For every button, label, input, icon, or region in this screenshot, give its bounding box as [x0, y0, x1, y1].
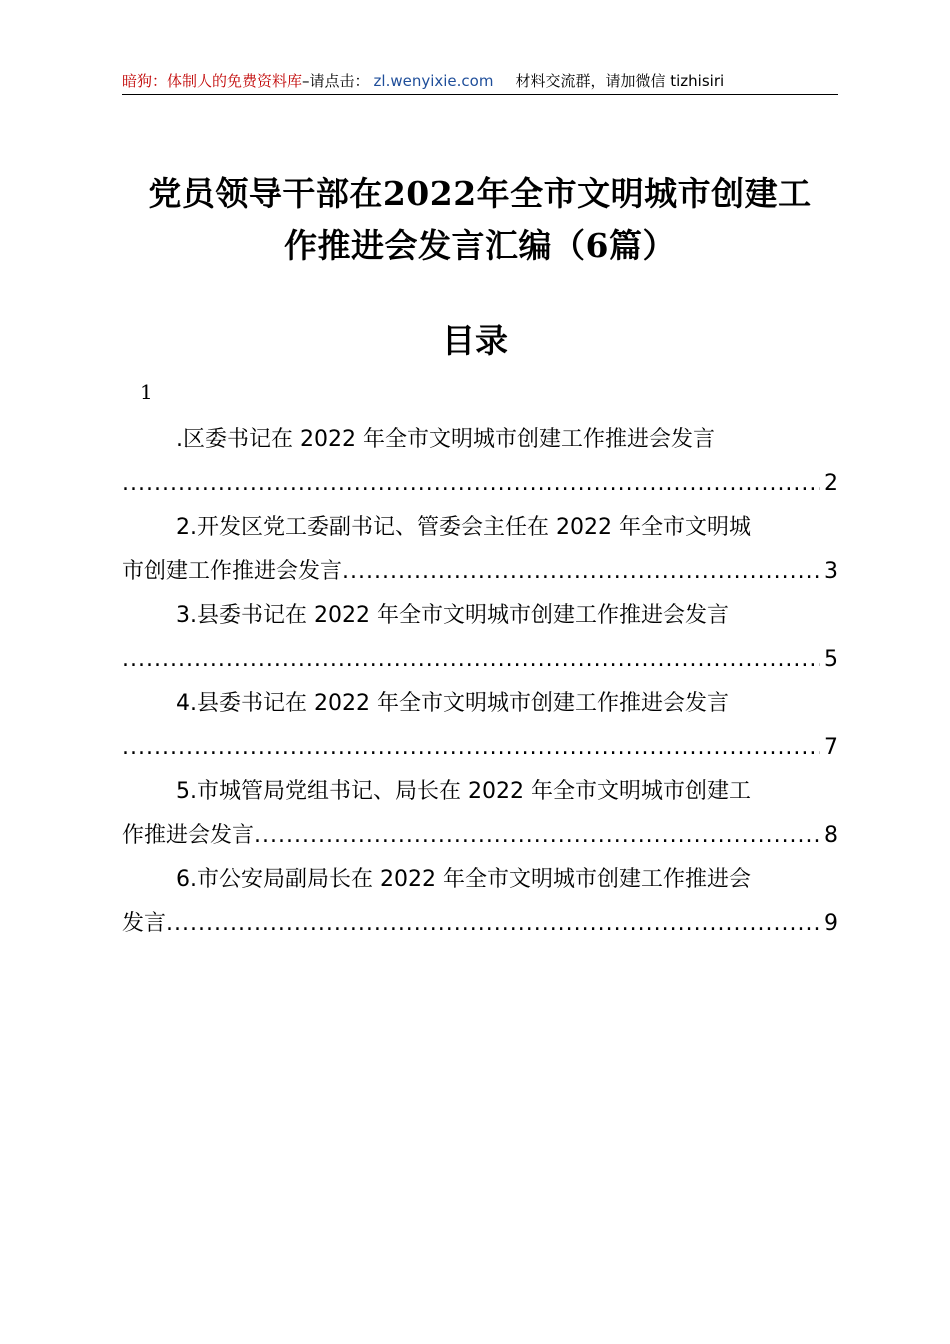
toc-heading: 目录 — [442, 321, 508, 360]
header-url-link[interactable]: zl.wenyixie.com — [373, 72, 494, 90]
page-header — [122, 70, 838, 95]
toc-entry-title-cont: 发言 — [122, 911, 167, 936]
stray-number: 1 — [140, 380, 153, 404]
toc-entry-title-cont: 市创建工作推进会发言 — [122, 559, 343, 584]
toc-entry-4[interactable] — [122, 682, 838, 770]
toc-entry-title: 4.县委书记在 2022 年全市文明城市创建工作推进会发言 — [176, 691, 729, 716]
toc-leader-dots — [254, 814, 820, 858]
toc-entry-2[interactable] — [122, 506, 838, 594]
toc-page-number: 5 — [824, 647, 838, 672]
document-title — [110, 168, 850, 272]
toc-leader-dots — [166, 902, 820, 946]
toc-entry-5[interactable] — [122, 770, 838, 858]
toc-page-number: 2 — [824, 471, 838, 496]
table-of-contents — [122, 418, 838, 946]
toc-entry-title-cont: 作推进会发言 — [122, 823, 255, 848]
toc-page-number: 8 — [824, 823, 838, 848]
title-line-1: 党员领导干部在2022年全市文明城市创建工 — [148, 174, 812, 213]
toc-leader-dots — [342, 550, 820, 594]
toc-entry-3[interactable] — [122, 594, 838, 682]
toc-entry-1[interactable] — [122, 418, 838, 506]
toc-page-number: 9 — [824, 911, 838, 936]
toc-entry-title: 2.开发区党工委副书记、管委会主任在 2022 年全市文明城 — [176, 515, 751, 540]
header-contact-text: 材料交流群，请加微信 tizhisiri — [515, 72, 725, 90]
toc-entry-title: .区委书记在 2022 年全市文明城市创建工作推进会发言 — [176, 427, 715, 452]
toc-page-number: 3 — [824, 559, 838, 584]
header-prompt-text: –请点击： — [302, 72, 370, 90]
toc-leader-dots — [122, 638, 820, 682]
toc-entry-title: 6.市公安局副局长在 2022 年全市文明城市创建工作推进会 — [176, 867, 751, 892]
toc-entry-title: 3.县委书记在 2022 年全市文明城市创建工作推进会发言 — [176, 603, 729, 628]
toc-entry-6[interactable] — [122, 858, 838, 946]
toc-page-number: 7 — [824, 735, 838, 760]
title-line-2: 作推进会发言汇编（6篇） — [284, 226, 676, 265]
toc-leader-dots — [122, 726, 820, 770]
toc-leader-dots — [122, 462, 820, 506]
toc-entry-title: 5.市城管局党组书记、局长在 2022 年全市文明城市创建工 — [176, 779, 751, 804]
header-promo-text: 暗狗：体制人的免费资料库 — [122, 72, 303, 90]
